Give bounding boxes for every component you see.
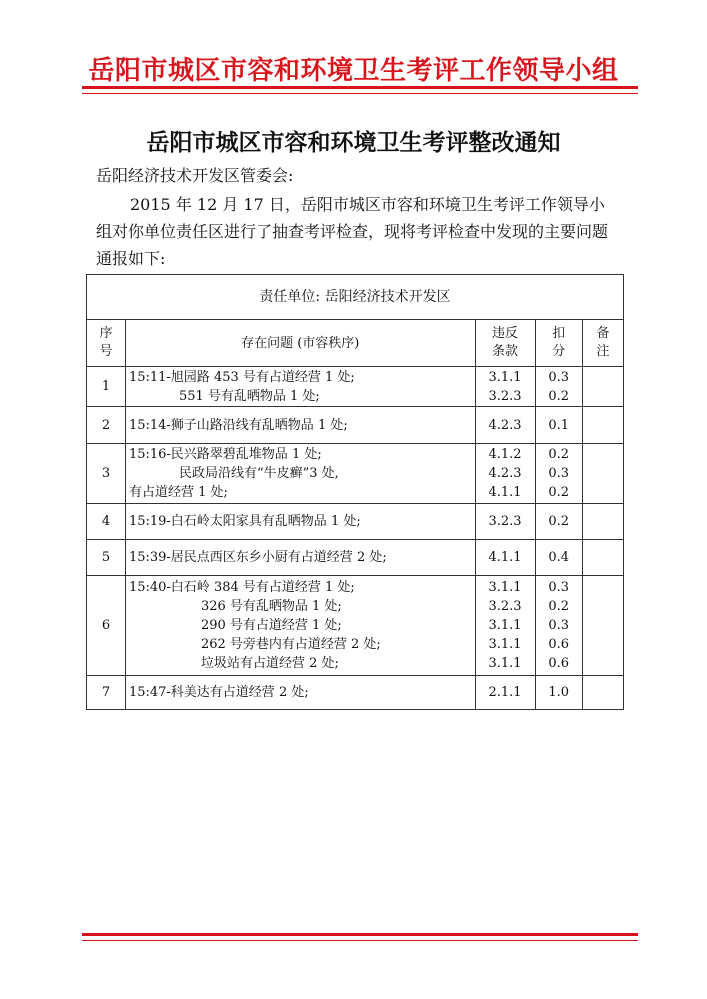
score-value: 0.2 bbox=[548, 599, 570, 614]
header-note bbox=[582, 320, 623, 367]
table-row bbox=[87, 676, 624, 710]
clause-value: 2.1.1 bbox=[488, 685, 522, 700]
table-header-row bbox=[87, 320, 624, 367]
problem-line: 290 号有占道经营 1 处; bbox=[200, 618, 342, 633]
score-value: 0.1 bbox=[548, 417, 570, 433]
note-cell bbox=[582, 407, 623, 444]
score-value: 0.2 bbox=[548, 388, 570, 404]
problem-cell bbox=[125, 367, 475, 407]
footer-rule-thick bbox=[82, 933, 638, 936]
clause-cell bbox=[475, 444, 535, 504]
row-number: 3 bbox=[87, 444, 126, 504]
score-cell bbox=[535, 504, 582, 540]
problem-line: 15:16-民兴路翠碧乱堆物品 1 处; bbox=[128, 447, 322, 462]
body-paragraph: 2015 年 12 月 17 日，岳阳市城区市容和环境卫生考评工作领导小组对你单位责任区进行了抽查考评检查，现将考评检查中发现的主要问题通报如下: bbox=[96, 195, 609, 268]
clause-value: 4.2.3 bbox=[488, 466, 522, 481]
problem-cell bbox=[125, 676, 475, 710]
row-number: 4 bbox=[87, 504, 126, 540]
header-score bbox=[535, 320, 582, 367]
problem-cell bbox=[125, 576, 475, 676]
problem-line: 15:11-旭园路 453 号有占道经营 1 处; bbox=[128, 369, 355, 385]
clause-value: 3.1.1 bbox=[488, 656, 522, 671]
clause-value: 4.1.1 bbox=[488, 485, 522, 500]
problem-cell bbox=[125, 444, 475, 504]
clause-value: 3.1.1 bbox=[488, 369, 522, 385]
note-cell bbox=[582, 504, 623, 540]
clause-value: 3.2.3 bbox=[488, 599, 522, 614]
clause-value: 4.1.1 bbox=[488, 550, 522, 565]
problem-line: 民政局沿线有“牛皮癣”3 处, bbox=[178, 466, 339, 481]
clause-cell bbox=[475, 540, 535, 576]
row-number: 5 bbox=[87, 540, 126, 576]
problem-cell bbox=[125, 504, 475, 540]
score-cell bbox=[535, 407, 582, 444]
score-value: 0.3 bbox=[548, 466, 570, 481]
note-cell bbox=[582, 576, 623, 676]
clause-cell bbox=[475, 407, 535, 444]
clause-value: 3.1.1 bbox=[488, 618, 522, 633]
problem-cell bbox=[125, 407, 475, 444]
footer-rule-thin bbox=[82, 940, 638, 941]
clause-cell bbox=[475, 504, 535, 540]
score-value: 1.0 bbox=[548, 685, 570, 700]
responsible-unit: 责任单位: 岳阳经济技术开发区 bbox=[87, 275, 624, 320]
score-value: 0.3 bbox=[548, 618, 570, 633]
clause-value: 4.1.2 bbox=[488, 447, 522, 462]
table-row bbox=[87, 367, 624, 407]
note-cell bbox=[582, 367, 623, 407]
score-value: 0.2 bbox=[548, 514, 570, 529]
clause-value: 3.2.3 bbox=[488, 388, 522, 404]
header-note-label: 备注 bbox=[596, 326, 610, 359]
recipient: 岳阳经济技术开发区管委会: bbox=[96, 166, 294, 185]
clause-cell bbox=[475, 676, 535, 710]
header-no bbox=[87, 320, 126, 367]
row-number: 6 bbox=[87, 576, 126, 676]
header-rule-thin bbox=[82, 93, 638, 94]
table-row bbox=[87, 407, 624, 444]
note-cell bbox=[582, 444, 623, 504]
header-org-title: 岳阳市城区市容和环境卫生考评工作领导小组 bbox=[88, 56, 619, 86]
problem-line: 垃圾站有占道经营 2 处; bbox=[200, 656, 339, 671]
header-no-label: 序号 bbox=[99, 326, 113, 359]
problem-cell bbox=[125, 540, 475, 576]
header-problem: 存在问题 (市容秩序) bbox=[125, 320, 475, 367]
table-row bbox=[87, 504, 624, 540]
score-value: 0.2 bbox=[548, 447, 570, 462]
header-score-label: 扣分 bbox=[552, 326, 566, 359]
problem-line: 15:14-狮子山路沿线有乱晒物品 1 处; bbox=[128, 417, 348, 433]
score-value: 0.2 bbox=[548, 485, 570, 500]
clause-value: 3.1.1 bbox=[488, 637, 522, 652]
score-value: 0.6 bbox=[548, 656, 570, 671]
unit-row bbox=[87, 275, 624, 320]
score-value: 0.3 bbox=[548, 580, 570, 595]
score-cell bbox=[535, 576, 582, 676]
header-clause-label: 违反条款 bbox=[492, 326, 519, 359]
table-row bbox=[87, 540, 624, 576]
problem-line: 有占道经营 1 处; bbox=[128, 485, 228, 500]
row-number: 1 bbox=[87, 367, 126, 407]
note-cell bbox=[582, 540, 623, 576]
problem-line: 551 号有乱晒物品 1 处; bbox=[178, 388, 320, 404]
problem-line: 15:40-白石岭 384 号有占道经营 1 处; bbox=[128, 580, 355, 595]
row-number: 7 bbox=[87, 676, 126, 710]
header-clause bbox=[475, 320, 535, 367]
score-value: 0.4 bbox=[548, 550, 570, 565]
document-title: 岳阳市城区市容和环境卫生考评整改通知 bbox=[146, 129, 561, 156]
note-cell bbox=[582, 676, 623, 710]
clause-cell bbox=[475, 576, 535, 676]
clause-value: 4.2.3 bbox=[488, 417, 522, 433]
problem-line: 262 号旁巷内有占道经营 2 处; bbox=[200, 637, 381, 652]
table-row bbox=[87, 444, 624, 504]
issues-table bbox=[86, 274, 624, 710]
score-cell bbox=[535, 367, 582, 407]
header-rule-thick bbox=[82, 86, 638, 89]
score-cell bbox=[535, 540, 582, 576]
problem-line: 15:39-居民点西区东乡小厨有占道经营 2 处; bbox=[128, 550, 387, 565]
clause-value: 3.2.3 bbox=[488, 514, 522, 529]
score-cell bbox=[535, 444, 582, 504]
score-value: 0.3 bbox=[548, 369, 570, 385]
clause-cell bbox=[475, 367, 535, 407]
problem-line: 326 号有乱晒物品 1 处; bbox=[200, 599, 342, 614]
score-value: 0.6 bbox=[548, 637, 570, 652]
problem-line: 15:47-科美达有占道经营 2 处; bbox=[128, 685, 309, 700]
score-cell bbox=[535, 676, 582, 710]
row-number: 2 bbox=[87, 407, 126, 444]
problem-line: 15:19-白石岭太阳家具有乱晒物品 1 处; bbox=[128, 514, 361, 529]
clause-value: 3.1.1 bbox=[488, 580, 522, 595]
table-row bbox=[87, 576, 624, 676]
